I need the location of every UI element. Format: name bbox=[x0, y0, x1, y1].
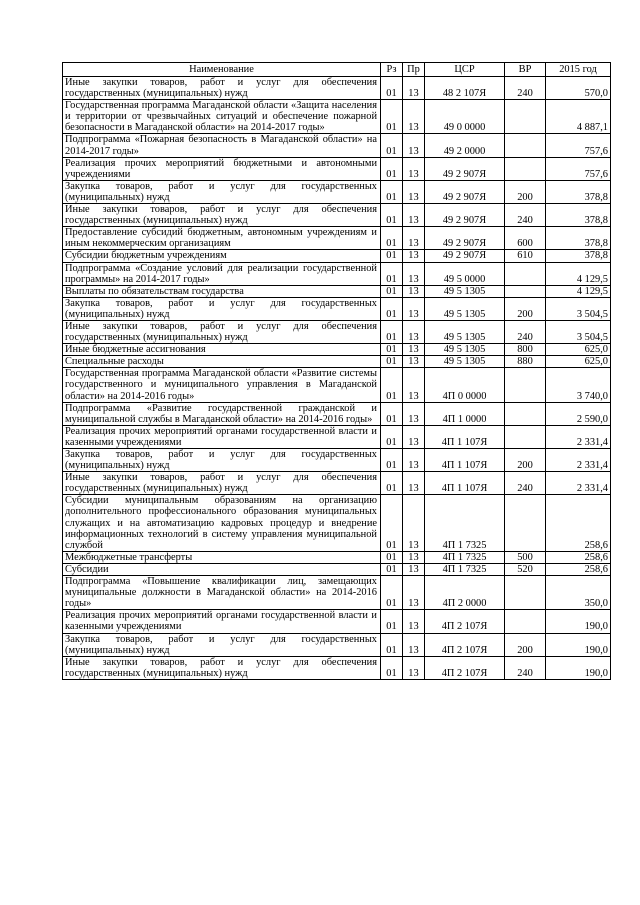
row-vr: 610 bbox=[505, 250, 546, 262]
row-amount: 378,8 bbox=[546, 180, 611, 203]
table-row bbox=[63, 227, 611, 250]
row-rz: 01 bbox=[381, 100, 403, 134]
row-vr bbox=[505, 157, 546, 180]
row-name: Субсидии bbox=[63, 563, 381, 575]
row-amount: 258,6 bbox=[546, 563, 611, 575]
header-name: Наименование bbox=[63, 63, 381, 77]
row-rz: 01 bbox=[381, 297, 403, 320]
row-pr: 13 bbox=[403, 402, 425, 425]
row-amount: 378,8 bbox=[546, 227, 611, 250]
row-name: Реализация прочих мероприятий органами государственной власти и казенными учреждениями bbox=[63, 610, 381, 633]
row-vr: 240 bbox=[505, 656, 546, 679]
row-pr: 13 bbox=[403, 180, 425, 203]
row-csr: 49 5 1305 bbox=[425, 285, 505, 297]
row-amount: 350,0 bbox=[546, 576, 611, 610]
row-pr: 13 bbox=[403, 100, 425, 134]
table-row bbox=[63, 320, 611, 343]
row-csr: 4П 2 107Я bbox=[425, 610, 505, 633]
table-row bbox=[63, 204, 611, 227]
row-amount: 258,6 bbox=[546, 551, 611, 563]
row-pr: 13 bbox=[403, 425, 425, 448]
row-name: Межбюджетные трансферты bbox=[63, 551, 381, 563]
row-name: Подпрограмма «Развитие государственной гражданской и муниципальной службы в Магаданской области» на 2014-2016 годы» bbox=[63, 402, 381, 425]
row-pr: 13 bbox=[403, 134, 425, 157]
row-rz: 01 bbox=[381, 320, 403, 343]
row-csr: 49 5 1305 bbox=[425, 320, 505, 343]
row-csr: 49 5 0000 bbox=[425, 262, 505, 285]
row-rz: 01 bbox=[381, 204, 403, 227]
row-csr: 4П 1 7325 bbox=[425, 551, 505, 563]
row-csr: 4П 1 7325 bbox=[425, 495, 505, 551]
row-csr: 49 2 907Я bbox=[425, 227, 505, 250]
row-rz: 01 bbox=[381, 77, 403, 100]
row-amount: 625,0 bbox=[546, 356, 611, 368]
row-rz: 01 bbox=[381, 576, 403, 610]
row-rz: 01 bbox=[381, 262, 403, 285]
row-pr: 13 bbox=[403, 563, 425, 575]
table-row bbox=[63, 402, 611, 425]
row-name: Субсидии муниципальным образованиям на организацию дополнительного профессионального образования муниципальных служащих и на автоматизацию кадровых процедур и внедрение информационных технологий в систему управления муниципальной службой bbox=[63, 495, 381, 551]
row-pr: 13 bbox=[403, 576, 425, 610]
row-name: Иные закупки товаров, работ и услуг для обеспечения государственных (муниципальных) нужд bbox=[63, 204, 381, 227]
document-page bbox=[62, 62, 610, 680]
row-name: Реализация прочих мероприятий органами государственной власти и казенными учреждениями bbox=[63, 425, 381, 448]
row-rz: 01 bbox=[381, 551, 403, 563]
row-csr: 49 2 907Я bbox=[425, 204, 505, 227]
row-amount: 757,6 bbox=[546, 157, 611, 180]
row-vr bbox=[505, 610, 546, 633]
row-rz: 01 bbox=[381, 368, 403, 402]
table-row bbox=[63, 344, 611, 356]
row-vr: 800 bbox=[505, 344, 546, 356]
row-pr: 13 bbox=[403, 656, 425, 679]
row-pr: 13 bbox=[403, 495, 425, 551]
row-pr: 13 bbox=[403, 633, 425, 656]
header-rz: Рз bbox=[381, 63, 403, 77]
row-rz: 01 bbox=[381, 633, 403, 656]
row-vr bbox=[505, 402, 546, 425]
table-row bbox=[63, 356, 611, 368]
row-name: Закупка товаров, работ и услуг для государственных (муниципальных) нужд bbox=[63, 297, 381, 320]
row-amount: 2 331,4 bbox=[546, 425, 611, 448]
budget-table bbox=[62, 62, 611, 680]
row-pr: 13 bbox=[403, 297, 425, 320]
table-row bbox=[63, 551, 611, 563]
row-amount: 570,0 bbox=[546, 77, 611, 100]
row-vr: 600 bbox=[505, 227, 546, 250]
table-row bbox=[63, 297, 611, 320]
row-vr: 880 bbox=[505, 356, 546, 368]
row-name: Специальные расходы bbox=[63, 356, 381, 368]
row-amount: 190,0 bbox=[546, 610, 611, 633]
table-row bbox=[63, 656, 611, 679]
table-row bbox=[63, 610, 611, 633]
row-amount: 4 887,1 bbox=[546, 100, 611, 134]
table-row bbox=[63, 77, 611, 100]
row-name: Государственная программа Магаданской области «Развитие системы государственного и муниципального управления в Магаданской области» на 2014-2016 годы» bbox=[63, 368, 381, 402]
row-pr: 13 bbox=[403, 77, 425, 100]
row-vr bbox=[505, 425, 546, 448]
row-vr bbox=[505, 495, 546, 551]
row-amount: 190,0 bbox=[546, 656, 611, 679]
row-pr: 13 bbox=[403, 285, 425, 297]
row-csr: 4П 1 107Я bbox=[425, 449, 505, 472]
row-rz: 01 bbox=[381, 495, 403, 551]
table-row bbox=[63, 633, 611, 656]
row-vr: 200 bbox=[505, 633, 546, 656]
row-csr: 4П 0 0000 bbox=[425, 368, 505, 402]
header-csr: ЦСР bbox=[425, 63, 505, 77]
row-name: Иные закупки товаров, работ и услуг для обеспечения государственных (муниципальных) нужд bbox=[63, 656, 381, 679]
row-csr: 4П 2 0000 bbox=[425, 576, 505, 610]
header-amount: 2015 год bbox=[546, 63, 611, 77]
row-name: Реализация прочих мероприятий бюджетными и автономными учреждениями bbox=[63, 157, 381, 180]
table-row bbox=[63, 576, 611, 610]
row-rz: 01 bbox=[381, 472, 403, 495]
table-row bbox=[63, 563, 611, 575]
row-amount: 2 331,4 bbox=[546, 449, 611, 472]
row-rz: 01 bbox=[381, 134, 403, 157]
table-row bbox=[63, 100, 611, 134]
row-name: Закупка товаров, работ и услуг для государственных (муниципальных) нужд bbox=[63, 449, 381, 472]
row-amount: 378,8 bbox=[546, 250, 611, 262]
row-amount: 757,6 bbox=[546, 134, 611, 157]
header-pr: Пр bbox=[403, 63, 425, 77]
row-csr: 48 2 107Я bbox=[425, 77, 505, 100]
row-csr: 49 0 0000 bbox=[425, 100, 505, 134]
row-csr: 4П 1 107Я bbox=[425, 472, 505, 495]
row-name: Закупка товаров, работ и услуг для государственных (муниципальных) нужд bbox=[63, 633, 381, 656]
row-pr: 13 bbox=[403, 227, 425, 250]
row-name: Иные закупки товаров, работ и услуг для обеспечения государственных (муниципальных) нужд bbox=[63, 472, 381, 495]
row-pr: 13 bbox=[403, 320, 425, 343]
table-row bbox=[63, 250, 611, 262]
row-pr: 13 bbox=[403, 204, 425, 227]
row-amount: 625,0 bbox=[546, 344, 611, 356]
row-rz: 01 bbox=[381, 250, 403, 262]
row-rz: 01 bbox=[381, 610, 403, 633]
header-vr: ВР bbox=[505, 63, 546, 77]
row-rz: 01 bbox=[381, 157, 403, 180]
row-name: Иные бюджетные ассигнования bbox=[63, 344, 381, 356]
row-csr: 4П 1 107Я bbox=[425, 425, 505, 448]
row-name: Иные закупки товаров, работ и услуг для обеспечения государственных (муниципальных) нужд bbox=[63, 320, 381, 343]
row-vr: 500 bbox=[505, 551, 546, 563]
row-vr bbox=[505, 368, 546, 402]
row-amount: 4 129,5 bbox=[546, 285, 611, 297]
row-name: Иные закупки товаров, работ и услуг для обеспечения государственных (муниципальных) нужд bbox=[63, 77, 381, 100]
row-rz: 01 bbox=[381, 285, 403, 297]
row-csr: 49 5 1305 bbox=[425, 344, 505, 356]
row-amount: 258,6 bbox=[546, 495, 611, 551]
table-row bbox=[63, 134, 611, 157]
table-row bbox=[63, 368, 611, 402]
table-row bbox=[63, 449, 611, 472]
row-csr: 49 2 907Я bbox=[425, 180, 505, 203]
row-csr: 49 5 1305 bbox=[425, 356, 505, 368]
table-row bbox=[63, 472, 611, 495]
row-vr bbox=[505, 134, 546, 157]
row-vr: 240 bbox=[505, 472, 546, 495]
row-amount: 378,8 bbox=[546, 204, 611, 227]
row-rz: 01 bbox=[381, 563, 403, 575]
row-amount: 4 129,5 bbox=[546, 262, 611, 285]
row-csr: 49 2 907Я bbox=[425, 250, 505, 262]
row-pr: 13 bbox=[403, 157, 425, 180]
row-name: Подпрограмма «Создание условий для реализации государственной программы» на 2014-2017 годы» bbox=[63, 262, 381, 285]
row-name: Закупка товаров, работ и услуг для государственных (муниципальных) нужд bbox=[63, 180, 381, 203]
row-amount: 2 590,0 bbox=[546, 402, 611, 425]
row-vr: 200 bbox=[505, 180, 546, 203]
row-name: Предоставление субсидий бюджетным, автономным учреждениям и иным некоммерческим организациям bbox=[63, 227, 381, 250]
row-rz: 01 bbox=[381, 344, 403, 356]
row-name: Подпрограмма «Повышение квалификации лиц, замещающих муниципальные должности в Магаданской области» на 2014-2016 годы» bbox=[63, 576, 381, 610]
row-amount: 2 331,4 bbox=[546, 472, 611, 495]
row-name: Выплаты по обязательствам государства bbox=[63, 285, 381, 297]
row-rz: 01 bbox=[381, 425, 403, 448]
row-vr: 240 bbox=[505, 204, 546, 227]
row-vr: 200 bbox=[505, 297, 546, 320]
row-vr: 200 bbox=[505, 449, 546, 472]
row-amount: 3 740,0 bbox=[546, 368, 611, 402]
table-body bbox=[63, 77, 611, 680]
row-pr: 13 bbox=[403, 250, 425, 262]
row-rz: 01 bbox=[381, 356, 403, 368]
row-rz: 01 bbox=[381, 402, 403, 425]
row-pr: 13 bbox=[403, 368, 425, 402]
row-pr: 13 bbox=[403, 449, 425, 472]
table-row bbox=[63, 425, 611, 448]
row-vr: 520 bbox=[505, 563, 546, 575]
row-amount: 3 504,5 bbox=[546, 297, 611, 320]
row-csr: 4П 1 0000 bbox=[425, 402, 505, 425]
row-pr: 13 bbox=[403, 262, 425, 285]
row-vr bbox=[505, 262, 546, 285]
row-csr: 49 5 1305 bbox=[425, 297, 505, 320]
row-name: Подпрограмма «Пожарная безопасность в Магаданской области» на 2014-2017 годы» bbox=[63, 134, 381, 157]
row-pr: 13 bbox=[403, 472, 425, 495]
table-row bbox=[63, 157, 611, 180]
row-amount: 3 504,5 bbox=[546, 320, 611, 343]
row-vr bbox=[505, 285, 546, 297]
row-vr bbox=[505, 100, 546, 134]
row-csr: 4П 1 7325 bbox=[425, 563, 505, 575]
row-pr: 13 bbox=[403, 610, 425, 633]
row-csr: 49 2 907Я bbox=[425, 157, 505, 180]
table-row bbox=[63, 180, 611, 203]
table-row bbox=[63, 285, 611, 297]
row-vr bbox=[505, 576, 546, 610]
row-rz: 01 bbox=[381, 656, 403, 679]
row-vr: 240 bbox=[505, 77, 546, 100]
row-csr: 4П 2 107Я bbox=[425, 656, 505, 679]
row-pr: 13 bbox=[403, 344, 425, 356]
row-name: Субсидии бюджетным учреждениям bbox=[63, 250, 381, 262]
row-rz: 01 bbox=[381, 180, 403, 203]
row-rz: 01 bbox=[381, 227, 403, 250]
table-row bbox=[63, 495, 611, 551]
row-vr: 240 bbox=[505, 320, 546, 343]
row-csr: 49 2 0000 bbox=[425, 134, 505, 157]
row-pr: 13 bbox=[403, 356, 425, 368]
table-header-row bbox=[63, 63, 611, 77]
table-row bbox=[63, 262, 611, 285]
row-rz: 01 bbox=[381, 449, 403, 472]
row-pr: 13 bbox=[403, 551, 425, 563]
row-name: Государственная программа Магаданской области «Защита населения и территории от чрезвычайных ситуаций и обеспечение пожарной безопасности в Магаданской области» на 2014-2017 годы» bbox=[63, 100, 381, 134]
row-csr: 4П 2 107Я bbox=[425, 633, 505, 656]
row-amount: 190,0 bbox=[546, 633, 611, 656]
